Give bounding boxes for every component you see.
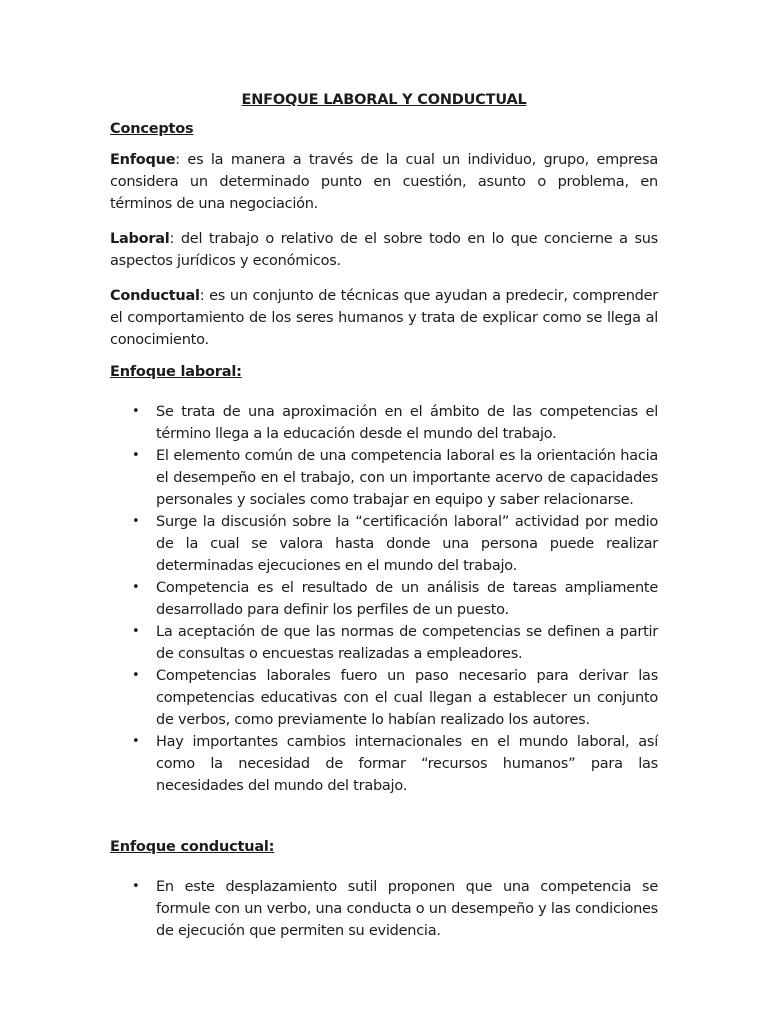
heading-text: Enfoque conductual: [110, 839, 269, 855]
heading-text: Enfoque laboral: [110, 364, 237, 380]
bullet-icon: •: [132, 734, 140, 749]
list-item: [110, 577, 658, 621]
list-item-text: Surge la discusión sobre la “certificación laboral” actividad por medio de la cual se valora hasta donde una persona puede realizar determinadas ejecuciones en el mundo del trabajo.: [156, 514, 658, 574]
bullet-icon: •: [132, 404, 140, 419]
bullet-icon: •: [132, 448, 140, 463]
definition-term: Enfoque: [110, 152, 176, 168]
bullet-icon: •: [132, 624, 140, 639]
bullet-icon: •: [132, 580, 140, 595]
definition-text: : del trabajo o relativo de el sobre todo en lo que concierne a sus aspectos jurídicos y económicos.: [110, 231, 658, 269]
conceptos-heading: Conceptos: [110, 121, 194, 137]
enfoque-conductual-heading: [110, 839, 658, 855]
list-item: [110, 445, 658, 511]
definition-laboral: [110, 228, 658, 272]
list-item: [110, 621, 658, 665]
list-item: [110, 665, 658, 731]
list-item-text: Hay importantes cambios internacionales en el mundo laboral, así como la necesidad de formar “recursos humanos” para las necesidades del mundo del trabajo.: [156, 734, 658, 794]
list-item-text: Competencias laborales fuero un paso necesario para derivar las competencias educativas con el cual llegan a establecer un conjunto de verbos, como previamente lo habían realizado los autores.: [156, 668, 658, 728]
list-item-text: Competencia es el resultado de un análisis de tareas ampliamente desarrollado para definir los perfiles de un puesto.: [156, 580, 658, 618]
definition-conductual: [110, 285, 658, 351]
heading-colon: :: [268, 839, 275, 855]
document-title: ENFOQUE LABORAL Y CONDUCTUAL: [241, 92, 527, 108]
bullet-icon: •: [132, 514, 140, 529]
definition-enfoque: [110, 149, 658, 215]
enfoque-conductual-list: [110, 876, 658, 942]
definition-term: Laboral: [110, 231, 170, 247]
definition-term: Conductual: [110, 288, 200, 304]
definition-text: : es un conjunto de técnicas que ayudan a predecir, comprender el comportamiento de los seres humanos y trata de explicar como se llega al conocimiento.: [110, 288, 658, 348]
list-item-text: La aceptación de que las normas de competencias se definen a partir de consultas o encuestas realizadas a empleadores.: [156, 624, 658, 662]
bullet-icon: •: [132, 879, 140, 894]
enfoque-laboral-list: [110, 401, 658, 797]
list-item: [110, 511, 658, 577]
list-item-text: El elemento común de una competencia laboral es la orientación hacia el desempeño en el trabajo, con un importante acervo de capacidades personales y sociales como trabajar en equipo y saber relacionarse.: [156, 448, 658, 508]
definition-text: : es la manera a través de la cual un individuo, grupo, empresa considera un determinado punto en cuestión, asunto o problema, en términos de una negociación.: [110, 152, 658, 212]
list-item: [110, 731, 658, 797]
bullet-icon: •: [132, 668, 140, 683]
enfoque-laboral-heading: [110, 364, 658, 380]
list-item: [110, 876, 658, 942]
list-item-text: Se trata de una aproximación en el ámbito de las competencias el término llega a la educación desde el mundo del trabajo.: [156, 404, 658, 442]
list-item-text: En este desplazamiento sutil proponen que una competencia se formule con un verbo, una conducta o un desempeño y las condiciones de ejecución que permiten su evidencia.: [156, 879, 658, 939]
heading-colon: :: [236, 364, 242, 380]
list-item: [110, 401, 658, 445]
